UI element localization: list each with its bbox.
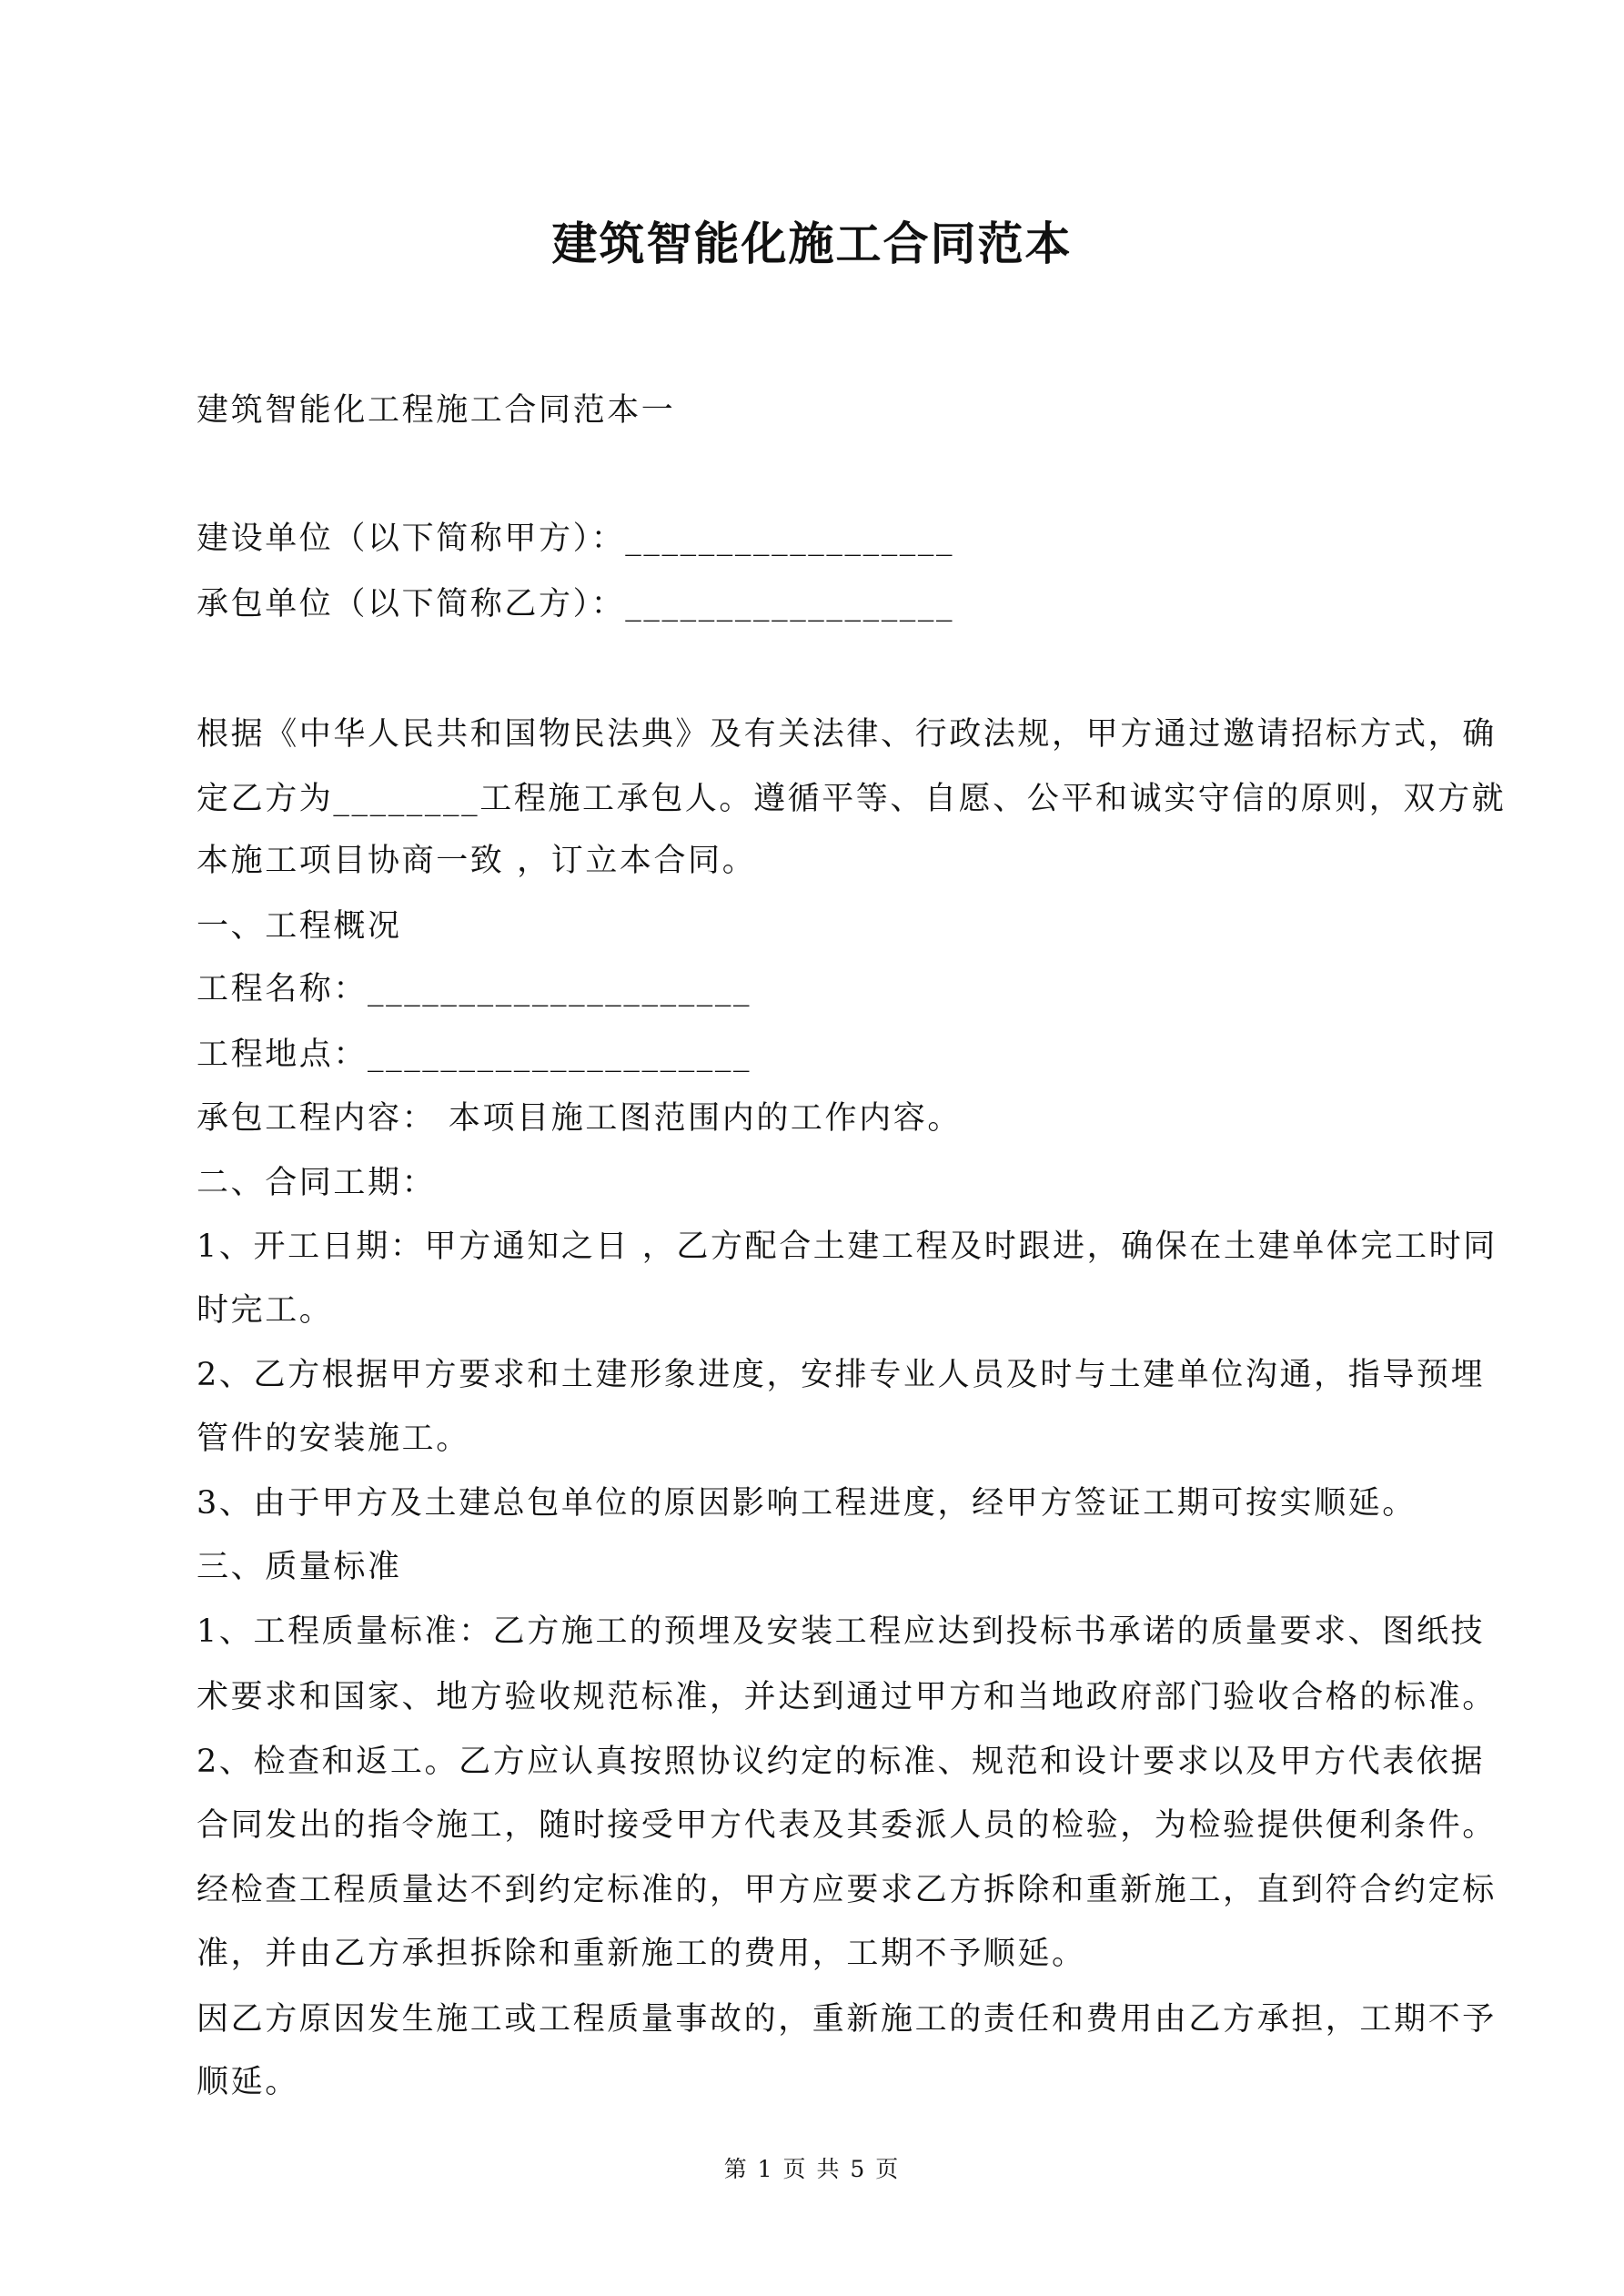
paragraph-line: 术要求和国家、地方验收规范标准，并达到通过甲方和当地政府部门验收合格的标准。 [197, 1679, 1497, 1715]
project-name-line: 工程名称：_____________________ [197, 971, 752, 1007]
party-b-line: 承包单位（以下简称乙方）：__________________ [197, 586, 955, 622]
paragraph-line: 准，并由乙方承担拆除和重新施工的费用，工期不予顺延。 [197, 1936, 1086, 1972]
paragraph-line: 时完工。 [197, 1292, 334, 1329]
page-footer: 第 1 页 共 5 页 [723, 2156, 901, 2182]
paragraph-line: 本施工项目协商一致 ，订立本合同。 [197, 843, 757, 879]
party-a-line: 建设单位（以下简称甲方）：__________________ [197, 521, 955, 557]
paragraph-line: 定乙方为________工程施工承包人。遵循平等、自愿、公平和诚实守信的原则，双方就 [197, 781, 1507, 817]
paragraph-line: 顺延。 [197, 2064, 299, 2100]
paragraph-line: 承包工程内容： 本项目施工图范围内的工作内容。 [197, 1100, 962, 1137]
paragraph-line: 因乙方原因发生施工或工程质量事故的，重新施工的责任和费用由乙方承担，工期不予 [197, 2001, 1497, 2038]
paragraph-line: 1、工程质量标准：乙方施工的预埋及安装工程应达到投标书承诺的质量要求、图纸技 [197, 1613, 1486, 1650]
paragraph-line: 2、检查和返工。乙方应认真按照协议约定的标准、规范和设计要求以及甲方代表依据 [197, 1744, 1486, 1780]
document-title: 建筑智能化施工合同范本 [551, 217, 1073, 270]
paragraph-line: 3、由于甲方及土建总包单位的原因影响工程进度，经甲方签证工期可按实顺延。 [197, 1485, 1417, 1522]
section-heading: 一、工程概况 [197, 908, 402, 945]
project-location-line: 工程地点：_____________________ [197, 1037, 752, 1073]
paragraph-line: 1、开工日期：甲方通知之日 ，乙方配合土建工程及时跟进，确保在土建单体完工时同 [197, 1229, 1498, 1265]
paragraph-line: 2、乙方根据甲方要求和土建形象进度，安排专业人员及时与土建单位沟通，指导预埋 [197, 1357, 1486, 1393]
paragraph-line: 根据《中华人民共和国物民法典》及有关法律、行政法规，甲方通过邀请招标方式，确 [197, 716, 1497, 753]
paragraph-line: 管件的安装施工。 [197, 1421, 470, 1457]
paragraph-line: 经检查工程质量达不到约定标准的，甲方应要求乙方拆除和重新施工，直到符合约定标 [197, 1872, 1497, 1908]
subtitle: 建筑智能化工程施工合同范本一 [197, 392, 676, 429]
section-heading: 二、合同工期： [197, 1165, 437, 1201]
paragraph-line: 合同发出的指令施工，随时接受甲方代表及其委派人员的检验，为检验提供便利条件。 [197, 1807, 1497, 1844]
section-heading: 三、质量标准 [197, 1549, 402, 1585]
